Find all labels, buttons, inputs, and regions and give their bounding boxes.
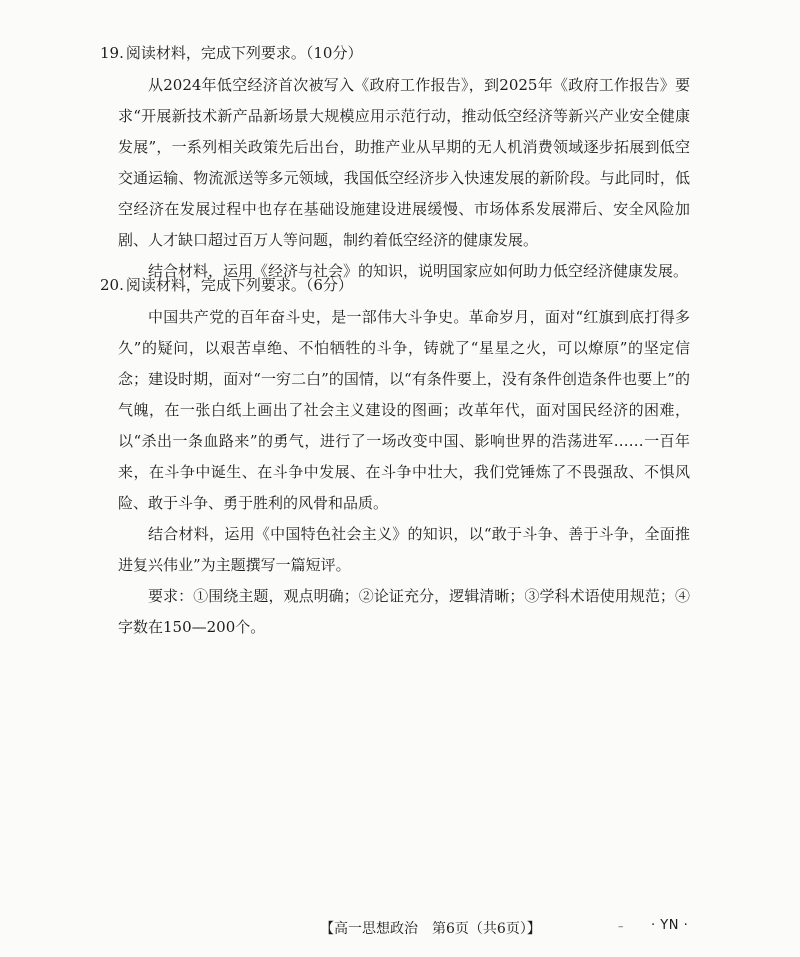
question-19-material: 从2024年低空经济首次被写入《政府工作报告》，到2025年《政府工作报告》要求“开展新技术新产品新场景大规模应用示范行动，推动低空经济等新兴产业安全健康发展”，一系列相关政策先后出台，助推产业从早期的无人机消费领域逐步拓展到低空交通运输、物流派送等多元领域，我国低空经济步入快速发展的新阶段。与此同时，低空经济在发展过程中也存在基础设施建设进展缓慢、市场体系发展滞后、安全风险加剧、人才缺口超过百万人等问题，制约着低空经济的健康发展。: [118, 76, 690, 249]
region-code: · YN ·: [651, 918, 689, 933]
question-19-instruction: 阅读材料，完成下列要求。（10分）: [125, 44, 363, 62]
page-number-label: 【高一思想政治 第6页（共6页）】: [320, 921, 541, 937]
question-19-number: 19.: [100, 44, 124, 62]
question-19-header: [100, 40, 690, 66]
question-20-number: 20.: [100, 276, 124, 294]
question-20: [100, 272, 690, 643]
question-19: [100, 40, 690, 287]
question-20-task: 结合材料，运用《中国特色社会主义》的知识，以“敢于斗争、善于斗争，全面推进复兴伟业”为主题撰写一篇短评。: [118, 525, 690, 574]
question-20-material: 中国共产党的百年奋斗史，是一部伟大斗争史。革命岁月，面对“红旗到底打得多久”的疑问，以艰苦卓绝、不怕牺牲的斗争，铸就了“星星之火，可以燎原”的坚定信念；建设时期，面对“一穷二白”的国情，以“有条件要上，没有条件创造条件也要上”的气魄，在一张白纸上画出了社会主义建设的图画；改革年代，面对国民经济的困难，以“杀出一条血路来”的勇气，进行了一场改变中国、影响世界的浩荡进军……一百年来，在斗争中诞生、在斗争中发展、在斗争中壮大，我们党锤炼了不畏强敌、不惧风险、敢于斗争、勇于胜利的风骨和品质。: [118, 308, 690, 512]
question-19-task: 结合材料，运用《经济与社会》的知识，说明国家应如何助力低空经济健康发展。: [148, 262, 689, 280]
question-20-requirements: 要求：①围绕主题，观点明确；②论证充分，逻辑清晰；③学科术语使用规范；④字数在150—200个。: [118, 587, 690, 636]
question-20-instruction: 阅读材料，完成下列要求。（6分）: [125, 276, 353, 294]
footer-dash: –: [618, 920, 624, 933]
question-20-header: [100, 272, 690, 298]
